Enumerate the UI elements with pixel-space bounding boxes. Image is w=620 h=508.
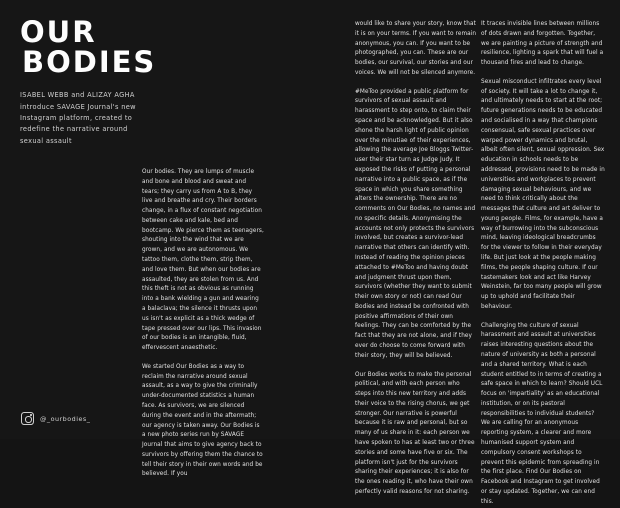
paragraph: Challenging the culture of sexual harassment and assault at universities raises interesting questions about the nature of university as both a personal and a shared territory. What is each student entitled to in terms of creating a safe space in which to learn? Should UCL focus on 'impartiality' as an educational institution, or on its pastoral responsibilities to individual students? We are calling for an anonymous reporting system, a clearer and more humanised support system and compulsory consent workshops to prevent this epidemic from spreading in the first place. Find Our Bodies on Facebook and Instagram to get involved or stay updated. Together, we can end this. bbox=[481, 322, 603, 505]
instagram-icon bbox=[21, 412, 34, 425]
paragraph: Sexual misconduct infiltrates every level of society. It will take a lot to change it, and ultimately needs to start at the root; future generations needs to be educated and socialised in a way that champions consensual, safe sexual practices over warped power dynamics and brutal, albeit often silent, sexual oppression. Sex education in schools needs to be addressed, provisions need to be made in universities and workplaces to prevent damaging sexual behaviours, and we need to think critically about the messages that culture and art deliver to young people. Films, for example, have a way of burrowing into the subconscious mind, leaving ideological breadcrumbs for the viewer to follow in their everyday life. But just look at the people making films, the people shaping culture. If our tastemakers look and act like Harvey Weinstein, far too many people will grow up to uphold and facilitate their behaviour. bbox=[481, 78, 605, 310]
paragraph: We started Our Bodies as a way to reclaim the narrative around sexual assault, as a way to give the criminally under-documented statistics a human face. As survivors, we are silenced during the event and in the aftermath; our agency is taken away. Our Bodies is a new photo series run by SAVAGE Journal that aims to give agency back to survivors by offering them the chance to tell their story in their own words and be believed. If you bbox=[142, 363, 263, 478]
body-column-3 bbox=[481, 20, 605, 508]
instagram-handle: @_ourbodies_ bbox=[40, 414, 91, 423]
body-column-1 bbox=[142, 168, 264, 480]
headline-line-2: BODIES bbox=[22, 44, 157, 79]
instagram-footer[interactable] bbox=[21, 412, 90, 425]
paragraph: #MeToo provided a public platform for survivors of sexual assault and harassment to step onto, to claim their space and be acknowledged. But it also shone the harsh light of public opinion over the minutiae of their experiences, allowing the average Joe Bloggs Twitter-user their star turn as Judge Judy. It exposed the risks of putting a personal narrative into a public space, as if the space in which you share something alters the ownership. There are no comments on Our Bodies, no names and no specific details. Anonymising the accounts not only protects the survivors involved, but creates a survivor-lead narrative that others can identify with. Instead of reading the opinion pieces attached to #MeToo and having doubt and judgment thrust upon them, survivors (whether they want to submit their own story or not) can read Our Bodies and instead be confronted with positive affirmations of their own feelings. They can be comforted by the fact that they are not alone, and if they ever do choose to come forward with their story, they will be believed. bbox=[355, 88, 476, 359]
paragraph: Our Bodies works to make the personal political, and with each person who steps into this new territory and adds their voice to the rising chorus, we get stronger. Our narrative is powerful because it is raw and personal, but so many of us share in it: each person we have spoken to has at least two or three stories and some have five or six. The platform isn't just for the survivors sharing their experiences; it is also for the ones reading it, who have their own perfectly valid reasons for not sharing. bbox=[355, 371, 475, 495]
masthead bbox=[20, 15, 157, 147]
page-title bbox=[20, 15, 157, 79]
standfirst-deck: ISABEL WEBB and ALIZAY AGHA introduce SAVAGE Journal's new Instagram platform, created to redefine the narrative around sexual assault bbox=[20, 91, 136, 145]
paragraph: Our bodies. They are lumps of muscle and bone and blood and sweat and tears; they carry us from A to B, they live and breathe and cry. Their borders change, in a flux of constant negotiation between cake and kale, bed and bootcamp. We pierce them as teenagers, shouting into the wind that we are grown, and we are autonomous. We tattoo them, clothe them, strip them, and love them. But when our bodies are assaulted, they are stolen from us. And this theft is not as obvious as running into a bank wielding a gun and wearing a balaclava; the silence it thrusts upon us isn't as explicit as a thick wedge of tape pressed over our lips. This invasion of our bodies is an intangible, fluid, effervescent anaesthetic. bbox=[142, 169, 264, 352]
body-column-2 bbox=[355, 20, 477, 498]
headline-line-1: OUR bbox=[20, 15, 97, 49]
paragraph: would like to share your story, know that it is on your terms. If you want to remain anonymous, you can. If you want to be photographed, you can. These are our bodies, our survival, our stories and our voices. We will not be silenced anymore. bbox=[355, 21, 477, 76]
paragraph: It traces invisible lines between millions of dots drawn and forgotten. Together, we are painting a picture of strength and resilience, lighting a spark that will fuel a thousand fires and lead to change. bbox=[481, 21, 604, 67]
